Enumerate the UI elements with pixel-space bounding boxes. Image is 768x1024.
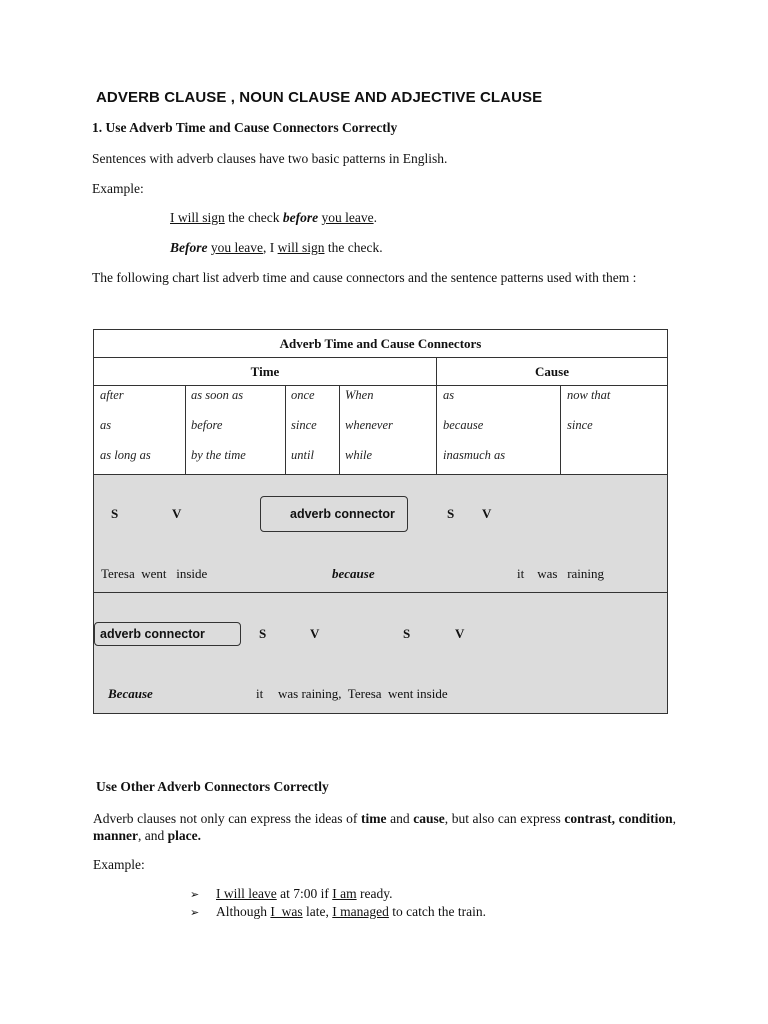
text: , but also can express — [444, 811, 565, 826]
text: , and — [138, 828, 168, 843]
text: , — [672, 811, 677, 826]
connector-word: after — [100, 388, 124, 402]
bold-text: place. — [167, 828, 201, 843]
text: , I — [262, 240, 278, 255]
subject-label: S — [111, 506, 119, 521]
section2-paragraph — [93, 810, 676, 844]
text: late, — [302, 904, 333, 919]
connector-word: now that — [567, 388, 611, 402]
underlined-text: I will sign — [170, 210, 225, 225]
text: and — [386, 811, 414, 826]
bullet-item — [190, 904, 486, 920]
arrow-bullet-icon: ➢ — [190, 888, 200, 901]
text: Although — [216, 904, 271, 919]
section2-heading: Use Other Adverb Connectors Correctly — [96, 779, 329, 794]
text: the check — [224, 210, 283, 225]
section1-intro: Sentences with adverb clauses have two basic patterns in English. — [92, 151, 448, 166]
connector-word: while — [345, 448, 373, 462]
column-divider — [339, 386, 340, 474]
connector-word: once — [291, 388, 315, 402]
connector-word: until — [291, 448, 314, 462]
column-divider — [560, 386, 561, 474]
bold-text: contrast, — [564, 811, 616, 826]
bold-text: time — [360, 811, 387, 826]
connectors-row — [94, 386, 667, 475]
adverb-connector-box: adverb connector — [94, 622, 241, 646]
pattern-1-example-clause: it was raining — [517, 566, 605, 581]
time-header: Time — [250, 364, 280, 379]
example-sentence-1 — [170, 210, 377, 226]
connector-word: as — [443, 388, 455, 402]
pattern-1-example-connector: because — [332, 566, 375, 581]
bullet-item — [190, 886, 392, 902]
connector-word: before — [191, 418, 223, 432]
connector-word: by the time — [191, 448, 246, 462]
connector-word: When — [345, 388, 374, 402]
emphasis-text: before — [282, 210, 319, 225]
section1-heading: 1. Use Adverb Time and Cause Connectors Correctly — [92, 120, 398, 135]
connector-word: as long as — [100, 448, 151, 462]
text: to catch the train. — [388, 904, 486, 919]
text: the check. — [324, 240, 383, 255]
text: ready. — [356, 886, 393, 901]
verb-label: V — [455, 626, 465, 641]
pattern-2-row — [94, 593, 667, 713]
text: Adverb clauses not only can express the ideas of — [93, 811, 361, 826]
text: at 7:00 if — [276, 886, 333, 901]
table-title: Adverb Time and Cause Connectors — [279, 336, 482, 351]
pattern-1-row — [94, 475, 667, 593]
bold-text: condition — [618, 811, 673, 826]
connector-word: as soon as — [191, 388, 244, 402]
example-sentence-2 — [170, 240, 383, 256]
cause-header: Cause — [535, 364, 569, 379]
subject-label: S — [259, 626, 267, 641]
underlined-text: will sign — [277, 240, 325, 255]
underlined-text: I am — [332, 886, 357, 901]
underlined-text: I will leave — [216, 886, 277, 901]
connector-word: since — [567, 418, 593, 432]
verb-label: V — [172, 506, 182, 521]
pattern-2-example-connector: Because — [108, 686, 153, 701]
verb-label: V — [310, 626, 320, 641]
underlined-text: I was — [270, 904, 303, 919]
column-divider — [185, 386, 186, 474]
text: . — [373, 210, 377, 225]
connector-word: since — [291, 418, 317, 432]
subject-label: S — [403, 626, 411, 641]
column-divider — [285, 386, 286, 474]
connector-word: whenever — [345, 418, 393, 432]
pattern-2-example-subject: it — [256, 686, 264, 701]
underlined-text: I managed — [332, 904, 389, 919]
connector-word: as — [100, 418, 112, 432]
emphasis-text: Before — [170, 240, 208, 255]
subject-label: S — [447, 506, 455, 521]
pattern-2-example-rest: was raining, Teresa went inside — [278, 686, 448, 701]
bold-text: cause — [413, 811, 445, 826]
page-title: ADVERB CLAUSE , NOUN CLAUSE AND ADJECTIVE CLAUSE — [96, 89, 543, 106]
bold-text: manner — [93, 828, 138, 843]
column-divider — [436, 386, 437, 474]
connector-word: inasmuch as — [443, 448, 506, 462]
adverb-connector-box: adverb connector — [260, 496, 408, 532]
underlined-text: you leave — [210, 240, 263, 255]
table-header-row — [94, 358, 667, 386]
section1-example-label: Example: — [92, 181, 144, 196]
connectors-table — [93, 329, 668, 714]
chart-intro: The following chart list adverb time and cause connectors and the sentence patterns used with them : — [92, 270, 637, 285]
arrow-bullet-icon: ➢ — [190, 906, 200, 919]
table-title-row — [94, 330, 667, 358]
pattern-1-example-main: Teresa went inside — [101, 566, 208, 581]
verb-label: V — [482, 506, 492, 521]
underlined-text: you leave — [321, 210, 374, 225]
connector-word: because — [443, 418, 484, 432]
section2-example-label: Example: — [93, 857, 145, 872]
